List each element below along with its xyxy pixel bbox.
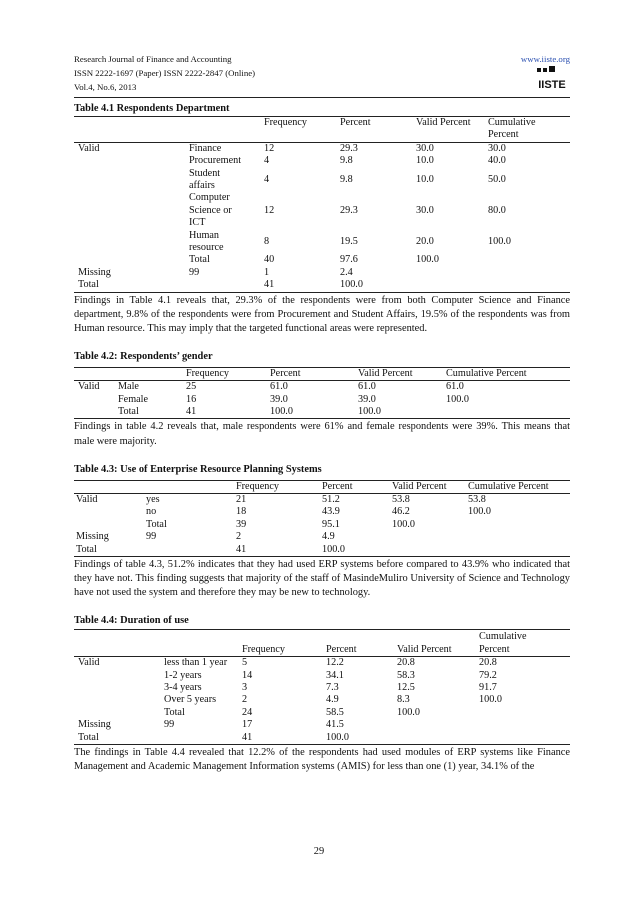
cell: 95.1 [322, 518, 340, 530]
table-4-3-caption: Table 4.3: Use of Enterprise Resource Planning Systems [74, 463, 322, 475]
cell: 17 [242, 719, 253, 731]
svg-text:IISTE: IISTE [538, 79, 566, 91]
category-label: Computer Science or ICT [189, 192, 232, 229]
cell: 39.0 [358, 393, 376, 405]
table-4-1-caption: Table 4.1 Respondents Department [74, 103, 230, 114]
category-label: Finance [189, 142, 222, 154]
table-row [74, 406, 570, 419]
cell: 18 [236, 506, 247, 518]
cell: 79.2 [479, 669, 497, 681]
page-number: 29 [313, 846, 325, 857]
col-header: Valid Percent [397, 643, 452, 655]
table-row [74, 531, 570, 543]
table-row [74, 267, 570, 279]
cell: 53.8 [468, 493, 486, 505]
table-header-row [74, 117, 570, 143]
header-rule [74, 97, 570, 98]
col-header: Frequency [236, 480, 279, 492]
table-row [74, 142, 570, 155]
cell: 19.5 [340, 235, 358, 247]
cell: 29.3 [340, 204, 358, 216]
table-row [74, 657, 570, 670]
cell: 1 [264, 266, 270, 278]
cell: 12.2 [326, 657, 344, 669]
cell: 100.0 [392, 518, 415, 530]
cell: 12 [264, 204, 275, 216]
cell: 7.3 [326, 681, 339, 693]
cell: 97.6 [340, 254, 358, 266]
category-label: 99 [146, 531, 157, 543]
cell: 12 [264, 142, 275, 154]
issn: ISSN 2222-1697 (Paper) ISSN 2222-2847 (Online) [74, 68, 256, 78]
table-4-3-finding: Findings of table 4.3, 51.2% indicates that they had used ERP systems before compared to 43.9% who indicated that they have not. This finding suggests that majority of the staff of MasindeMuliro University of Science and Technology have not used the system and therefore they may be new to technology. [74, 558, 570, 599]
cell: 46.2 [392, 506, 410, 518]
table-row [74, 719, 570, 731]
cell: 16 [186, 393, 197, 405]
cell: 100.0 [468, 506, 491, 518]
category-label: Total [189, 254, 210, 266]
cell: 100.0 [340, 279, 363, 291]
table-row [74, 682, 570, 694]
category-label: Total [164, 706, 185, 718]
category-label: 1-2 years [164, 669, 202, 681]
cell: 30.0 [416, 204, 434, 216]
col-header: Percent [322, 480, 353, 492]
cell: 4.9 [326, 694, 339, 706]
cell: 61.0 [446, 381, 464, 393]
table-row [74, 155, 570, 167]
table-row [74, 254, 570, 266]
col-header: Cumulative Percent [479, 631, 527, 655]
col-header: Valid Percent [358, 367, 413, 379]
table-row [74, 493, 570, 506]
cell: 100.0 [416, 254, 439, 266]
cell: 41 [242, 731, 253, 743]
cell: 58.5 [326, 706, 344, 718]
journal-header [74, 52, 570, 94]
category-label: Human resource [189, 229, 224, 254]
cell: 39.0 [270, 393, 288, 405]
cell: 40 [264, 254, 275, 266]
cell: 100.0 [446, 393, 469, 405]
category-label: Over 5 years [164, 694, 217, 706]
cell: 61.0 [358, 381, 376, 393]
category-label: 99 [189, 266, 200, 278]
col-header: Cumulative Percent [446, 367, 527, 379]
table-4-2-caption: Table 4.2: Respondents’ gender [74, 350, 213, 362]
cell: 10.0 [416, 173, 434, 185]
category-label: Female [118, 393, 148, 405]
cell: 12.5 [397, 681, 415, 693]
cell: 29.3 [340, 142, 358, 154]
table-row [74, 519, 570, 531]
category-label: Total [118, 406, 139, 418]
table-row [74, 394, 570, 406]
table-row [74, 230, 570, 255]
cell: 39 [236, 518, 247, 530]
group-label: Valid [76, 493, 98, 505]
col-header: Percent [340, 117, 371, 128]
cell: 20.8 [397, 657, 415, 669]
col-header: Frequency [242, 643, 285, 655]
group-label: Valid [78, 142, 100, 154]
cell: 53.8 [392, 493, 410, 505]
cell: 100.0 [358, 406, 381, 418]
cell: 3 [242, 681, 248, 693]
category-label: Total [146, 518, 167, 530]
group-label: Valid [78, 381, 100, 393]
group-label: Total [78, 279, 99, 291]
cell: 100.0 [479, 694, 502, 706]
table-4-4 [74, 629, 570, 745]
category-label: Student affairs [189, 167, 221, 192]
journal-name: Research Journal of Finance and Accounting [74, 54, 232, 64]
cell: 43.9 [322, 506, 340, 518]
cell: 4 [264, 155, 270, 167]
table-header-row [74, 367, 570, 380]
col-header: Frequency [264, 117, 307, 128]
category-label: 99 [164, 719, 175, 731]
cell: 41 [264, 279, 275, 291]
col-header: Cumulative Percent [468, 480, 549, 492]
table-4-4-caption: Table 4.4: Duration of use [74, 615, 189, 627]
cell: 100.0 [397, 706, 420, 718]
cell: 24 [242, 706, 253, 718]
category-label: 3-4 years [164, 681, 202, 693]
table-4-1-finding: Findings in Table 4.1 reveals that, 29.3% of the respondents were from both Computer Science and Finance department, 9.8% of the respondents were from Procurement and Student Affairs, 19.5% of the respondents was from Human resource. This may imply that the targeted functional areas were represented. [74, 294, 570, 334]
table-4-2 [74, 367, 570, 420]
cell: 100.0 [322, 543, 345, 555]
cell: 21 [236, 493, 247, 505]
cell: 10.0 [416, 155, 434, 167]
cell: 100.0 [270, 406, 293, 418]
col-header: Valid Percent [392, 480, 447, 492]
table-4-3 [74, 480, 570, 557]
cell: 30.0 [416, 142, 434, 154]
cell: 4 [264, 173, 270, 185]
page [74, 52, 570, 774]
cell: 9.8 [340, 173, 353, 185]
col-header: Percent [270, 367, 301, 379]
cell: 4.9 [322, 531, 335, 543]
cell [486, 254, 570, 266]
table-row [74, 732, 570, 745]
cell: 40.0 [488, 155, 506, 167]
table-row [74, 670, 570, 682]
col-header: Cumulative Percent [488, 117, 536, 141]
cell: 8 [264, 235, 270, 247]
group-label: Missing [76, 531, 109, 543]
cell: 14 [242, 669, 253, 681]
category-label: less than 1 year [164, 657, 228, 669]
cell: 5 [242, 657, 248, 669]
category-label: Male [118, 381, 139, 393]
col-header: Percent [326, 643, 357, 655]
table-row [74, 381, 570, 394]
cell: 9.8 [340, 155, 353, 167]
table-4-4-finding: The findings in Table 4.4 revealed that 12.2% of the respondents had used modules of ERP systems like Finance Management and Academic Management Information systems (AMIS) for less than one (1) year, 34.1% of the [74, 746, 570, 773]
cell: 20.0 [416, 235, 434, 247]
cell: 2.4 [340, 266, 353, 278]
category-label: no [146, 506, 157, 518]
table-row [74, 694, 570, 706]
cell: 2 [242, 694, 248, 706]
table-header-row [74, 630, 570, 657]
table-4-2-finding: Findings in table 4.2 reveals that, male respondents were 61% and female respondents were 39%. This means that male were majority. [74, 421, 570, 447]
cell: 25 [186, 381, 197, 393]
table-4-1 [74, 116, 570, 293]
cell: 8.3 [397, 694, 410, 706]
volume: Vol.4, No.6, 2013 [74, 82, 137, 92]
group-label: Valid [78, 657, 100, 669]
cell: 100.0 [326, 731, 349, 743]
cell: 41 [236, 543, 247, 555]
table-row [74, 707, 570, 719]
group-label: Total [78, 731, 99, 743]
group-label: Missing [78, 266, 111, 278]
cell: 100.0 [488, 235, 511, 247]
table-row [74, 544, 570, 557]
cell: 61.0 [270, 381, 288, 393]
table-header-row [74, 480, 570, 493]
group-label: Missing [78, 719, 111, 731]
col-header: Valid Percent [416, 117, 471, 128]
journal-url-link[interactable]: www.iiste.org [520, 54, 570, 64]
cell: 50.0 [488, 173, 506, 185]
cell: 30.0 [488, 142, 506, 154]
iiste-logo [536, 66, 568, 96]
category-label: yes [146, 493, 160, 505]
cell: 20.8 [479, 657, 497, 669]
table-row [74, 168, 570, 193]
table-row [74, 506, 570, 518]
col-header: Frequency [186, 367, 229, 379]
cell: 58.3 [397, 669, 415, 681]
cell: 2 [236, 531, 242, 543]
table-row [74, 192, 570, 229]
cell: 80.0 [488, 204, 506, 216]
cell: 91.7 [479, 681, 497, 693]
cell: 41.5 [326, 719, 344, 731]
cell: 34.1 [326, 669, 344, 681]
category-label: Procurement [189, 155, 242, 167]
cell: 51.2 [322, 493, 340, 505]
cell: 41 [186, 406, 197, 418]
group-label: Total [76, 543, 97, 555]
table-row [74, 279, 570, 292]
